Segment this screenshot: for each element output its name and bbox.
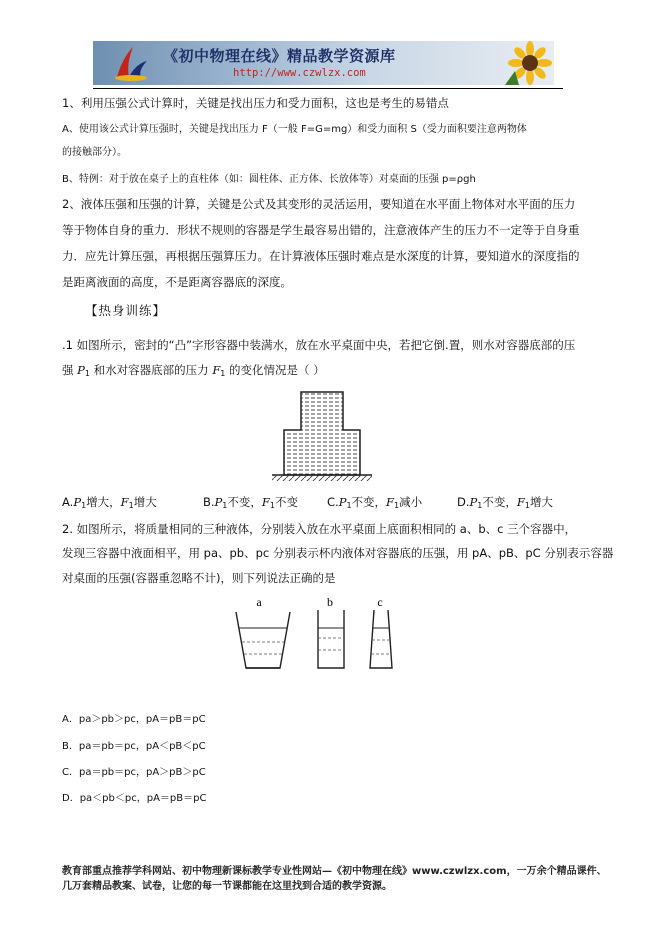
- warmup-heading: 【热身训练】: [85, 303, 167, 318]
- footer-line-2: 几万套精品教案、试卷，让您的每一节课都能在这里找到合适的教学资源。: [62, 881, 392, 892]
- q1-option-a[interactable]: $A.P_1$增大，$F_1$增大: [62, 495, 157, 510]
- q1-option-c[interactable]: $C.P_1$不变，$F_1$减小: [327, 495, 423, 510]
- footer-line-1: 教育部重点推荐学科网站、初中物理新课标教学专业性网站—《初中物理在线》www.czwlzx.com，一万余个精品课件、: [62, 866, 607, 877]
- point-2-line3: 力．应先计算压强，再根据压强算压力。在计算液体压强时难点是水深度的计算，要知道水的深度指的: [62, 249, 580, 263]
- q2-option-d[interactable]: D．pa＜pb＜pc，pA＝pB＝pC: [62, 793, 207, 804]
- q1-option-b[interactable]: $B.P_1$不变，$F_1$不变: [203, 495, 298, 510]
- q2-stem-line2: 发现三容器中液面相平，用 pa、pb、pc 分别表示杯内液体对容器底的压强，用 pA、pB、pC 分别表示容器: [62, 546, 614, 560]
- q1-option-d[interactable]: $D.P_1$不变，$F_1$增大: [457, 495, 553, 510]
- container-label-a: a: [256, 595, 262, 609]
- q2-option-b[interactable]: B．pa＝pb＝pc，pA＜pB＜pC: [62, 741, 206, 752]
- q2-option-a[interactable]: A．pa＞pb＞pc，pA＝pB＝pC: [62, 714, 206, 725]
- point-2-line4: 是距离液面的高度，不是距离容器底的深度。: [62, 275, 292, 289]
- q2-stem-line1: 2. 如图所示，将质量相同的三种液体，分别装入放在水平桌面上底面积相同的 a、b、c 三个容器中，: [62, 522, 577, 536]
- point-2-line2: 等于物体自身的重力．形状不规则的容器是学生最容易出错的，注意液体产生的压力不一定等于自身重: [62, 223, 580, 237]
- point-1b: B、特例：对于放在桌子上的直柱体（如：圆柱体、正方体、长放体等）对桌面的压强 p=ρgh: [62, 174, 476, 185]
- q1-stem-line1: .1 如图所示，密封的“凸”字形容器中装满水，放在水平桌面中央，若把它倒.置，则水对容器底部的压: [62, 338, 576, 352]
- point-1a-line1: A、使用该公式计算压强时，关键是找出压力 F（一般 F=G=mg）和受力面积 S（受力面积要注意两物体: [62, 124, 527, 135]
- container-label-b: b: [327, 595, 333, 609]
- point-2-line1: 2、液体压强和压强的计算，关键是公式及其变形的灵活运用，要知道在水平面上物体对水平面的压力: [62, 197, 576, 211]
- q1-stem-line2: 强 $P_1$ 和水对容器底部的压力 $F_1$ 的变化情况是（ ）: [62, 363, 325, 378]
- site-logo-icon: [111, 43, 151, 83]
- point-1: 1、利用压强公式计算时，关键是找出压力和受力面积，这也是考生的易错点: [62, 96, 449, 110]
- header-banner: [93, 41, 554, 85]
- q2-containers-figure: [230, 592, 410, 677]
- q2-option-c[interactable]: C．pa＝pb＝pc，pA＞pB＞pC: [62, 767, 206, 778]
- header-divider: [93, 88, 563, 89]
- sunflower-icon: [505, 41, 554, 85]
- q2-stem-line3: 对桌面的压强(容器重忽略不计)，则下列说法正确的是: [62, 571, 336, 585]
- point-1a-line2: 的接触部分）。: [62, 147, 127, 158]
- banner-title: 《初中物理在线》精品教学资源库: [163, 47, 396, 65]
- q1-container-figure: [268, 388, 376, 483]
- container-label-c: c: [377, 595, 383, 609]
- banner-url[interactable]: http://www.czwlzx.com: [233, 67, 366, 79]
